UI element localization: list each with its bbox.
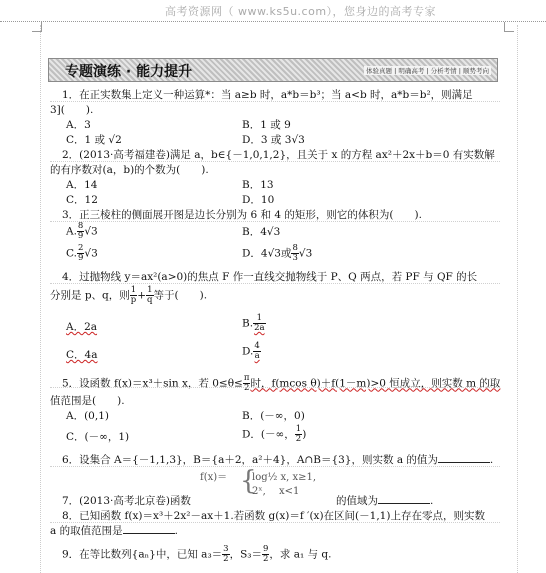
q5-option-a: A．(0,1) [66, 410, 109, 422]
q7-piece-2: 2ˣ, x<1 [252, 486, 300, 497]
q4-d-prefix: D. [242, 345, 254, 358]
section-banner [48, 58, 498, 82]
dotted-rule [50, 466, 500, 467]
q4-stem-cont: 分别是 p、q，则 $\frac{1}{p}$ + $\frac{1}{q}$ 等于( ). [50, 285, 208, 305]
q4-d-den: a [254, 351, 260, 361]
q4-frac-q-num: 1 [147, 285, 153, 295]
q4-frac-q-den: q [147, 295, 153, 305]
q6-stem-text: 6．设集合 A＝{－1,1,3}，B＝{a＋2，a²＋4}，A∩B＝{3}，则实数 a 的值为 [62, 454, 438, 466]
q4-stem-suffix: 等于( ). [153, 289, 208, 302]
q5-frac-num: π [243, 373, 250, 383]
q2-stem: 2．(2013·高考福建卷)满足 a，b∈{－1,0,1,2}，且关于 x 的方程 ax²＋2x＋b＝0 有实数解 [62, 149, 495, 161]
q4-d-fraction [253, 342, 260, 361]
q5-d-prefix: D．(－∞， [242, 428, 295, 441]
q4-option-b [242, 314, 266, 333]
q9-suffix: ，求 a₁ 与 q. [269, 548, 332, 561]
q5-stem-suffix: 时，f(mcos θ)＋f(1－m)>0 恒成立，则实数 m 的取 [250, 377, 501, 390]
q4-option-c [66, 348, 97, 363]
q8-stem: 8．已知函数 f(x)＝x³＋2x²－ax＋1.若函数 g(x)＝f ′(x)在区间(－1,1)上存在零点，则实数 [62, 510, 485, 522]
dotted-rule [50, 522, 500, 523]
q4-stem-prefix: 分别是 p、q，则 [50, 289, 130, 302]
q4-option-a-text: A．2a [66, 321, 98, 333]
q9-frac-a3 [222, 545, 229, 564]
q3-d-prefix: D．4√3或 [242, 247, 292, 260]
q6-stem: 6．设集合 A＝{－1,1,3}，B＝{a＋2，a²＋4}，A∩B＝{3}，则实数 a 的值为 . [62, 454, 494, 466]
site-header-text: 高考资源网（ www.ks5u.com），您身边的高考专家 [165, 5, 437, 18]
q4-stem: 4．过抛物线 y＝ax²(a>0)的焦点 F 作一直线交抛物线于 P、Q 两点，若 PF 与 QF 的长 [62, 271, 478, 283]
q5-option-b: B．(－∞，0) [242, 410, 305, 422]
q1-option-b: B．1 或 9 [242, 119, 291, 131]
q4-frac-p-num: 1 [130, 285, 137, 295]
q9-mid: ，S₃＝ [229, 548, 262, 561]
dotted-rule [50, 221, 500, 222]
q4-option-c-text: C．4a [66, 349, 98, 361]
q3-a-prefix: A. [66, 225, 77, 238]
q9-frac-s3-num: 9 [262, 544, 269, 554]
q8-stem-cont-text: a 的取值范围是 [50, 525, 123, 537]
q7-stem-suffix: 的值域为 . [336, 495, 434, 507]
q1-option-d: D．3 或 3√3 [242, 134, 305, 146]
q4-d-num: 4 [254, 341, 260, 351]
q3-d-suffix: √3 [298, 247, 313, 260]
q5-d-num: 1 [295, 424, 302, 434]
q2-option-c: C．12 [66, 194, 98, 206]
q4-b-fraction [253, 314, 265, 333]
q3-a-den: 9 [77, 231, 84, 241]
dotted-rule [50, 283, 500, 284]
q1-option-c: C．1 或 √2 [66, 134, 122, 146]
q3-stem: 3．正三棱柱的侧面展开图是边长分别为 6 和 4 的矩形，则它的体积为( ). [62, 209, 422, 221]
q3-option-b: B．4√3 [242, 226, 281, 238]
header-band [0, 0, 546, 22]
q3-c-prefix: C. [66, 247, 77, 260]
dotted-rule [50, 387, 500, 388]
q5-frac-den: 2 [243, 383, 250, 393]
q9-stem [62, 545, 331, 564]
q4-option-d [242, 342, 261, 361]
q2-option-b: B．13 [242, 179, 274, 191]
q7-suffix-text: 的值域为 [336, 495, 378, 507]
q3-d-den: 3 [292, 253, 298, 263]
q3-a-num: 8 [77, 221, 84, 231]
q4-b-prefix: B. [242, 317, 254, 330]
q7-piece-1: log½ x, x≥1, [252, 472, 317, 483]
q4-option-a [66, 320, 97, 335]
q5-option-c: C．(－∞，1) [66, 431, 130, 443]
q3-a-suffix: √3 [84, 225, 98, 238]
dotted-rule [50, 101, 500, 102]
dotted-rule [50, 161, 500, 162]
q9-frac-a3-num: 3 [223, 544, 229, 554]
q3-c-num: 2 [78, 243, 84, 253]
q3-option-d [242, 244, 312, 263]
q3-c-den: 9 [78, 253, 84, 263]
q7-stem: 7．(2013·高考北京卷)函数 [62, 495, 191, 507]
q1-stem: 1．在正实数集上定义一种运算*：当 a≥b 时，a*b＝b³；当 a<b 时，a*b＝b²，则满足 [62, 89, 473, 101]
section-tags: 体验真题 | 明确高考 | 分析考情 | 顺势考向 [366, 67, 489, 75]
q7-brace: { [240, 466, 257, 496]
q2-option-a: A．14 [66, 179, 98, 191]
q3-option-c [66, 244, 98, 263]
section-title: 专题演练 · 能力提升 [65, 64, 193, 80]
q6-answer-blank [438, 453, 490, 463]
q4-b-den: 2a [254, 323, 265, 333]
q3-d-fraction [291, 244, 298, 263]
q7-fx-label: f(x)＝ [200, 472, 228, 483]
q2-stem-cont: 的有序数对(a，b)的个数为( ). [50, 164, 209, 176]
q4-frac-p [130, 286, 137, 305]
q5-d-den: 2 [295, 434, 302, 444]
q7-answer-blank [378, 494, 430, 504]
q5-option-d [242, 425, 306, 444]
q5-stem-cont: 值范围是( ). [50, 395, 125, 407]
q2-option-d: D．10 [242, 194, 275, 206]
q1-stem-cont: 3]( ). [50, 104, 94, 116]
q5-d-suffix: ) [302, 428, 307, 441]
q4-frac-p-den: p [130, 295, 137, 305]
q1-option-a: A．3 [66, 119, 91, 131]
q9-frac-a3-den: 2 [223, 554, 229, 564]
q3-d-num: 8 [292, 243, 298, 253]
q4-b-num: 1 [253, 314, 265, 324]
q8-stem-cont: a 的取值范围是 . [50, 525, 178, 537]
q3-c-suffix: √3 [84, 247, 98, 260]
q5-stem [62, 374, 500, 393]
q9-frac-s3-den: 2 [262, 554, 269, 564]
q5-stem-prefix: 5．设函数 f(x)＝x³＋sin x，若 0≤θ≤ [62, 377, 243, 390]
q8-answer-blank [123, 524, 175, 534]
q9-prefix: 9．在等比数列{aₙ}中，已知 a₃＝ [62, 548, 223, 561]
q3-option-a [66, 222, 98, 241]
q4-frac-q [146, 286, 153, 305]
